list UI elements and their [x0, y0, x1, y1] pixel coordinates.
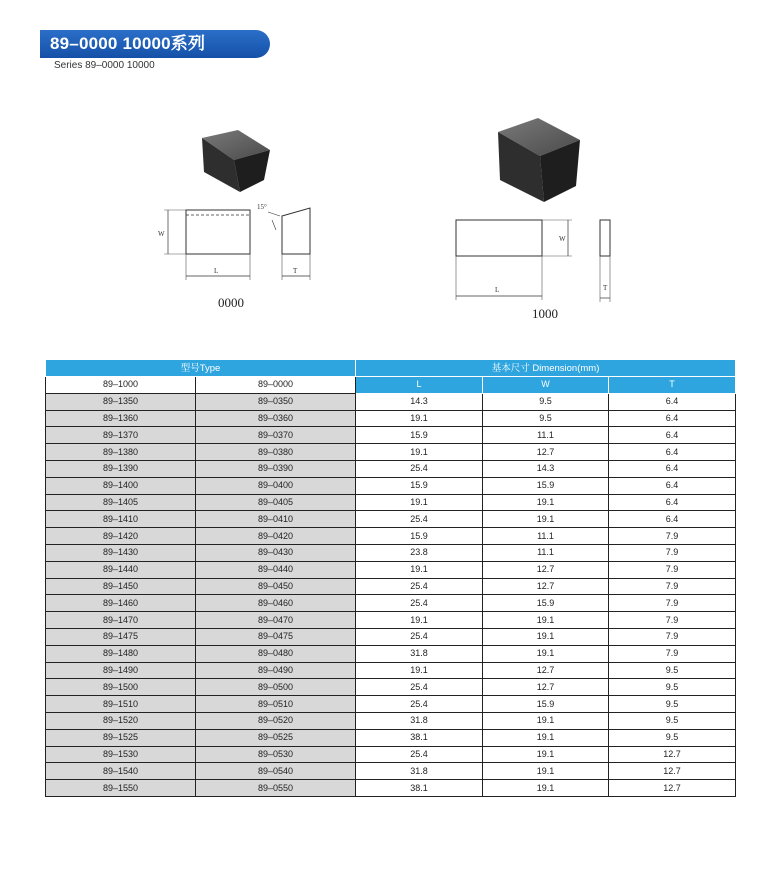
- table-row: [46, 662, 736, 679]
- table-row: [46, 427, 736, 444]
- type-cell: 89–0405: [196, 494, 356, 511]
- thickness-cell: 7.9: [609, 595, 736, 612]
- thickness-cell: 6.4: [609, 427, 736, 444]
- type-cell: 89–1490: [46, 662, 196, 679]
- t-dimension-label: T: [293, 267, 298, 275]
- table-row: [46, 544, 736, 561]
- column-header-l: L: [356, 377, 483, 394]
- type-cell: 89–0520: [196, 712, 356, 729]
- table-row: [46, 410, 736, 427]
- type-cell: 89–0500: [196, 679, 356, 696]
- front-view-outline: [186, 210, 250, 254]
- type-cell: 89–0490: [196, 662, 356, 679]
- length-cell: 25.4: [356, 511, 483, 528]
- dimension-table: [45, 359, 736, 797]
- length-cell: 19.1: [356, 444, 483, 461]
- table-row: [46, 763, 736, 780]
- type-cell: 89–0430: [196, 544, 356, 561]
- length-cell: 31.8: [356, 645, 483, 662]
- type-cell: 89–1460: [46, 595, 196, 612]
- type-cell: 89–0410: [196, 511, 356, 528]
- width-cell: 19.1: [483, 780, 609, 797]
- table-row: [46, 511, 736, 528]
- table-row: [46, 561, 736, 578]
- width-cell: 15.9: [483, 595, 609, 612]
- table-row: [46, 578, 736, 595]
- length-cell: 31.8: [356, 712, 483, 729]
- type-cell: 89–0400: [196, 477, 356, 494]
- length-cell: 19.1: [356, 410, 483, 427]
- table-row: [46, 477, 736, 494]
- type-cell: 89–1520: [46, 712, 196, 729]
- length-cell: 31.8: [356, 763, 483, 780]
- type-cell: 89–1530: [46, 746, 196, 763]
- thickness-cell: 7.9: [609, 645, 736, 662]
- length-cell: 23.8: [356, 544, 483, 561]
- type-cell: 89–1540: [46, 763, 196, 780]
- thickness-cell: 6.4: [609, 460, 736, 477]
- type-cell: 89–0000: [196, 377, 356, 394]
- width-cell: 11.1: [483, 427, 609, 444]
- length-cell: 15.9: [356, 427, 483, 444]
- type-cell: 89–1380: [46, 444, 196, 461]
- length-cell: 38.1: [356, 780, 483, 797]
- type-cell: 89–1400: [46, 477, 196, 494]
- table-row: [46, 494, 736, 511]
- length-cell: 19.1: [356, 561, 483, 578]
- type-cell: 89–1475: [46, 628, 196, 645]
- length-cell: 25.4: [356, 696, 483, 713]
- table-header-row: [46, 360, 736, 377]
- width-cell: 11.1: [483, 544, 609, 561]
- width-cell: 9.5: [483, 410, 609, 427]
- width-cell: 19.1: [483, 628, 609, 645]
- type-cell: 89–0550: [196, 780, 356, 797]
- dimension-column-header: 基本尺寸 Dimension(mm): [356, 360, 736, 377]
- column-header-t: T: [609, 377, 736, 394]
- width-cell: 19.1: [483, 746, 609, 763]
- type-cell: 89–1450: [46, 578, 196, 595]
- column-header-w: W: [483, 377, 609, 394]
- table-row: [46, 612, 736, 629]
- type-cell: 89–0470: [196, 612, 356, 629]
- thickness-cell: 9.5: [609, 662, 736, 679]
- type-cell: 89–0530: [196, 746, 356, 763]
- l-dimension-label: L: [214, 267, 219, 275]
- length-cell: 38.1: [356, 729, 483, 746]
- type-cell: 89–0370: [196, 427, 356, 444]
- type-cell: 89–0390: [196, 460, 356, 477]
- product-0000-drawing: [150, 120, 330, 290]
- series-title: 89–0000 10000系列: [50, 34, 206, 53]
- front-view-outline: [456, 220, 542, 256]
- width-cell: 19.1: [483, 729, 609, 746]
- table-row: [46, 729, 736, 746]
- width-cell: 15.9: [483, 477, 609, 494]
- side-view-outline: [600, 220, 610, 256]
- table-row: [46, 393, 736, 410]
- thickness-cell: 7.9: [609, 544, 736, 561]
- type-cell: 89–0450: [196, 578, 356, 595]
- type-cell: 89–0420: [196, 528, 356, 545]
- thickness-cell: 7.9: [609, 528, 736, 545]
- thickness-cell: 9.5: [609, 696, 736, 713]
- width-cell: 19.1: [483, 612, 609, 629]
- type-cell: 89–0440: [196, 561, 356, 578]
- width-cell: 19.1: [483, 763, 609, 780]
- width-cell: 19.1: [483, 494, 609, 511]
- type-cell: 89–1390: [46, 460, 196, 477]
- type-cell: 89–1000: [46, 377, 196, 394]
- thickness-cell: 12.7: [609, 763, 736, 780]
- type-cell: 89–0475: [196, 628, 356, 645]
- angle-label: 15°: [257, 203, 267, 211]
- table-row: [46, 595, 736, 612]
- width-cell: 12.7: [483, 662, 609, 679]
- width-cell: 19.1: [483, 511, 609, 528]
- width-cell: 12.7: [483, 679, 609, 696]
- type-cell: 89–0350: [196, 393, 356, 410]
- table-row: [46, 746, 736, 763]
- type-cell: 89–1550: [46, 780, 196, 797]
- product-1000-drawing: [440, 110, 640, 305]
- w-dimension-label: W: [158, 230, 165, 238]
- type-cell: 89–1350: [46, 393, 196, 410]
- length-cell: 19.1: [356, 662, 483, 679]
- type-cell: 89–1410: [46, 511, 196, 528]
- product-1000-label: 1000: [532, 306, 558, 321]
- type-cell: 89–1510: [46, 696, 196, 713]
- length-cell: 25.4: [356, 746, 483, 763]
- t-dimension-label: T: [603, 284, 608, 292]
- length-cell: 25.4: [356, 460, 483, 477]
- type-cell: 89–0380: [196, 444, 356, 461]
- thickness-cell: 7.9: [609, 578, 736, 595]
- thickness-cell: 12.7: [609, 746, 736, 763]
- width-cell: 14.3: [483, 460, 609, 477]
- length-cell: 25.4: [356, 628, 483, 645]
- thickness-cell: 6.4: [609, 444, 736, 461]
- type-cell: 89–1370: [46, 427, 196, 444]
- thickness-cell: 7.9: [609, 561, 736, 578]
- thickness-cell: 9.5: [609, 729, 736, 746]
- length-cell: 25.4: [356, 578, 483, 595]
- type-cell: 89–0540: [196, 763, 356, 780]
- l-dimension-label: L: [495, 286, 500, 294]
- width-cell: 15.9: [483, 696, 609, 713]
- table-row: [46, 377, 736, 394]
- width-cell: 19.1: [483, 645, 609, 662]
- type-cell: 89–1430: [46, 544, 196, 561]
- length-cell: 19.1: [356, 612, 483, 629]
- length-cell: 25.4: [356, 595, 483, 612]
- type-cell: 89–1470: [46, 612, 196, 629]
- type-cell: 89–1480: [46, 645, 196, 662]
- type-cell: 89–0360: [196, 410, 356, 427]
- type-cell: 89–0510: [196, 696, 356, 713]
- type-cell: 89–1440: [46, 561, 196, 578]
- length-cell: 15.9: [356, 528, 483, 545]
- side-view-outline: [282, 208, 310, 254]
- width-cell: 9.5: [483, 393, 609, 410]
- thickness-cell: 9.5: [609, 712, 736, 729]
- type-cell: 89–0460: [196, 595, 356, 612]
- thickness-cell: 6.4: [609, 494, 736, 511]
- thickness-cell: 12.7: [609, 780, 736, 797]
- type-column-header: 型号Type: [46, 360, 356, 377]
- series-title-banner: [40, 30, 270, 58]
- w-dimension-label: W: [559, 235, 566, 243]
- type-cell: 89–1500: [46, 679, 196, 696]
- thickness-cell: 9.5: [609, 679, 736, 696]
- length-cell: 15.9: [356, 477, 483, 494]
- width-cell: 12.7: [483, 444, 609, 461]
- product-0000-label: 0000: [218, 295, 244, 310]
- thickness-cell: 7.9: [609, 628, 736, 645]
- table-row: [46, 460, 736, 477]
- table-row: [46, 444, 736, 461]
- type-cell: 89–1420: [46, 528, 196, 545]
- table-row: [46, 628, 736, 645]
- type-cell: 89–0480: [196, 645, 356, 662]
- length-cell: 19.1: [356, 494, 483, 511]
- thickness-cell: 6.4: [609, 410, 736, 427]
- type-cell: 89–0525: [196, 729, 356, 746]
- length-cell: 14.3: [356, 393, 483, 410]
- type-cell: 89–1525: [46, 729, 196, 746]
- table-row: [46, 696, 736, 713]
- width-cell: 12.7: [483, 561, 609, 578]
- dimension-table-body: [46, 360, 736, 797]
- table-row: [46, 528, 736, 545]
- table-row: [46, 645, 736, 662]
- length-cell: 25.4: [356, 679, 483, 696]
- thickness-cell: 6.4: [609, 477, 736, 494]
- type-cell: 89–1405: [46, 494, 196, 511]
- width-cell: 12.7: [483, 578, 609, 595]
- table-row: [46, 780, 736, 797]
- table-row: [46, 712, 736, 729]
- thickness-cell: 6.4: [609, 393, 736, 410]
- thickness-cell: 7.9: [609, 612, 736, 629]
- type-cell: 89–1360: [46, 410, 196, 427]
- thickness-cell: 6.4: [609, 511, 736, 528]
- width-cell: 19.1: [483, 712, 609, 729]
- width-cell: 11.1: [483, 528, 609, 545]
- table-row: [46, 679, 736, 696]
- series-subtitle: Series 89–0000 10000: [54, 60, 155, 71]
